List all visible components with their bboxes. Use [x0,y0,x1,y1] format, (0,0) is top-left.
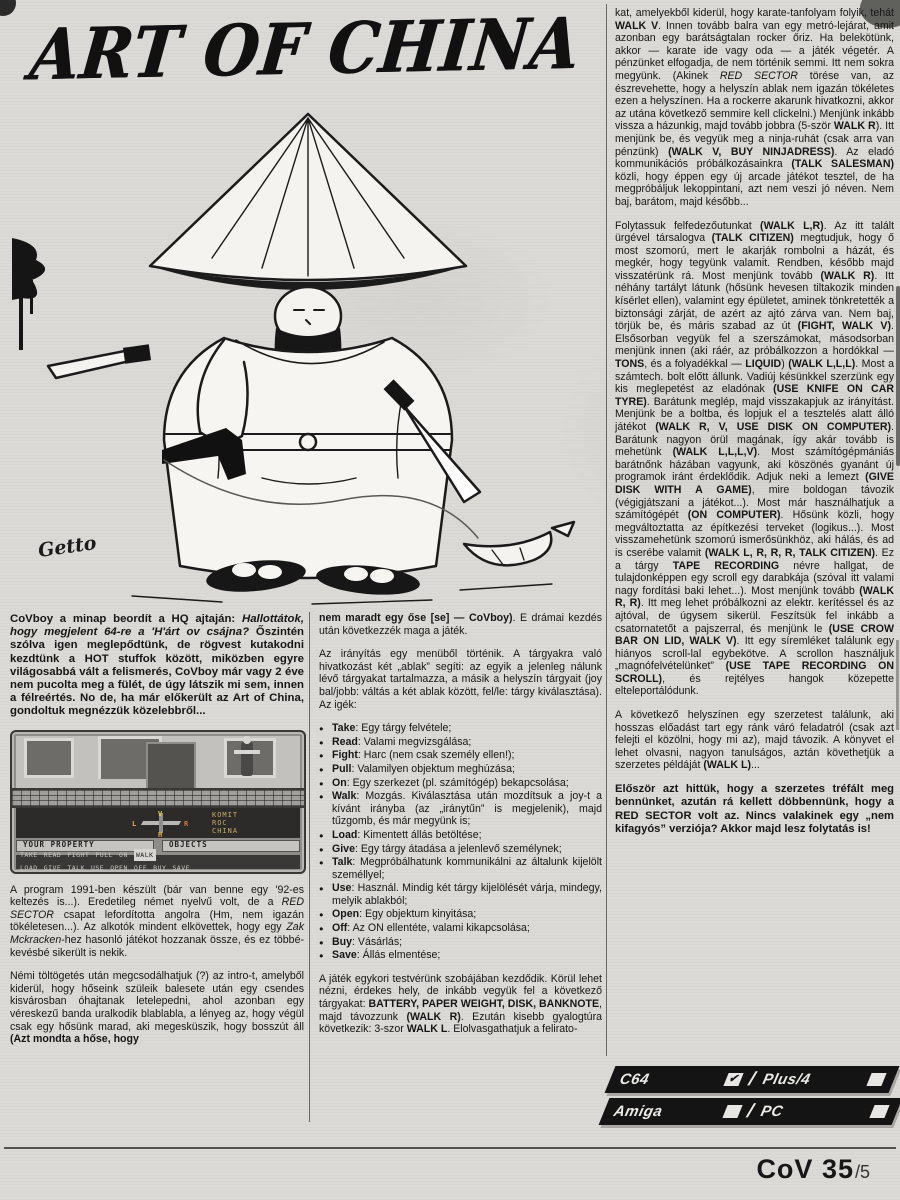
platform-checkbox: ✔ [724,1073,744,1086]
menu-verb: READ [43,850,62,859]
bullet-icon: ● [319,924,324,934]
scan-edge-artifact [896,640,899,730]
paragraph: A következő helyszínen egy szerzetest találunk, aki hosszas előadást tart egy ránk váró feladatról (csak azt felejti el közölni, hogy mi az), majd távozik. A könyvet el lehet olvasni, nagyon tanulságos, aztán követhetjük a szerzetes példáját (WALK L)... [615,709,894,772]
verb-item: ● Load: Kimentett állás betöltése; [319,828,482,841]
verb-desc: Az ON ellentéte, valami kikapcsolása; [352,922,530,935]
ink-splatter [12,238,45,300]
verb-item: ● Give: Egy tárgy átadása a jelenlevő személynek; [319,842,562,855]
verb-term: Pull [332,762,352,775]
compass-right-label: R [184,819,189,828]
menu-verb: SAVE [172,864,191,873]
verb-desc: Használ. Mindig két tárgy kijelölését várja, mindegy, melyik ablakból; [332,882,603,907]
verb-item: ● Open: Egy objektum kinyitása; [319,908,477,921]
paragraph: CoVboy a minap beordít a HQ ajtaján: Hallottátok, hogy megjelent 64-re a 'H'árt ov csájna? Őszintén szólva igen meglepődtünk, de rögvest kutakodni kezdtünk a HOT stuffok között, miközben egyre világosabbá vált a felismerés, CoVboy már vagy 2 éve nem pucolta meg a fülét, de úgy látszik mi sem, innen a félreértés. No de, ha már előkerült az Art of China, gondoltuk megnézzük közelebbről... [10,613,304,718]
illustration-area [12,98,604,610]
scan-edge-artifact [896,286,900,466]
middle-column-bottom [319,973,602,1036]
menu-verb: OFF [133,864,148,873]
tiled-awning-graphic [12,788,304,808]
window-graphic [24,738,74,778]
bullet-icon: ● [319,937,324,947]
verb-desc: Mozgás. Kiválasztása után mozdítsuk a joy-t a kívánt irányba (az „iránytűn” is megjelenik), majd tűzgomb, és már megyünk is; [332,790,602,828]
door-graphic [146,742,196,792]
middle-column-top [319,612,602,711]
bullet-icon: ● [319,951,324,961]
platform-row [605,1066,900,1093]
bullet-icon: ● [319,858,324,868]
bullet-icon: ● [319,737,324,747]
compass-left-label: L [132,819,137,828]
compass-up-label: V [158,809,163,818]
verb-term: Save [332,949,357,962]
direction-compass [132,809,189,839]
verb-menu-row [20,849,296,862]
martial-artist-illustration [12,98,604,610]
verb-term: Take [332,722,356,735]
screenshot-dark-panel [16,808,300,838]
bullet-icon: ● [319,910,324,920]
left-column-text [10,884,304,1046]
platform-name: C64 [618,1071,651,1088]
bullet-icon: ● [319,830,324,840]
right-column [615,7,894,1061]
verb-term: On [332,776,347,789]
verb-desc: Állás elmentése; [362,949,441,962]
verb-item: ● Walk: Mozgás. Kiválasztása után mozdítsuk a joy-t a kívánt irányba (az „iránytűn” is megjelenik), majd tűzgomb, és már megyünk is; [319,790,602,828]
platform-badge [610,1066,894,1130]
verb-item: ● Talk: Megpróbálhatunk kommunikálni az általunk kijelölt személlyel; [319,856,602,881]
paragraph: nem maradt egy őse [se] — CoVboy). E drámai kezdés után következzék maga a játék. [319,612,602,637]
column-divider [309,612,310,1122]
platform-checkbox [866,1073,886,1086]
magazine-name: CoV 35 [756,1154,854,1184]
menu-verb: WALK [134,849,156,862]
verb-item: ● Use: Használ. Mindig két tárgy kijelölését várja, mindegy, melyik ablakból; [319,882,603,907]
paragraph: Folytassuk felfedezőutunkat (WALK L,R). Az itt talált ürgével társalogva (TALK CITIZEN) megtudjuk, hogy ő most szomorú, mert le akarják rombolni a házát, és megkér, hogy tegyünk valamit. Rendben, később majd visszatérünk rá. Most menjünk tovább (WALK R). Itt néhány tartályt látunk (hősünk hevesen tiltakozik minden kísérlet ellen), valamint egy épületet, aminek tönkretették a biztonsági zárját, de azért az ajtó zárva van. Nem baj, törjük be, és máris szabad az út (FIGHT, WALK V). Elsősorban vegyük fel a szerszámokat, másodsorban menjünk innen (aki ráér, az próbálkozzon a hordókkal — TONS, és a folyadékkal — LIQUID) (WALK L,L,L). Most a számtech. bolt előtt állunk. Vadiúj késünkkel szerzünk egy kis meglepetést az eladónak (USE KNIFE ON CAR TYRE). Barátunk meglép, majd visszakapjuk az irányítást. Menjünk be a boltba, és lopjuk el a tesztelés alatt álló játékot (WALK R, V, USE DISK ON COMPUTER). Barátunk nagyon örül magának, így akár tovább is mehetünk (WALK L,L,L,V). Most számítógépmániás barátnőnk házában vagyunk, aki köszönés gyanánt új programok iránt érdeklődik. Adjuk neki a lemezt (GIVE DISK WITH A GAME), mire boldogan távozik (végigjátszani a játékot...). Most már használhatjuk a számítógépét (ON COMPUTER). Hősünk közli, hogy megváltoztatta az építkezési terveket (logikus...). Most visszamehetünk szomorú ismerősünkhöz, aki hálás, és ad is cserébe valamit (WALK L, R, R, R, TALK CITIZEN). Ez a tárgy TAPE RECORDING névre hallgat, de tulajdonképpen egy scroll egy darabkája (szóval itt valami nagy fordítási baki lehet...). Most menjünk tovább (WALK R, R). Itt meg lehet próbálkozni az elektr. kerítéssel és az ajtóval, de úgysem sikerül. Feszítsük fel inkább a csatornatetőt a pajszerral, és menjünk le (USE CROW BAR ON LID, WALK V). Itt egy síremléket találunk egy hiányos scroll-lal egybekötve. A scrollon használjuk „magnófelvételünket” (USE TAPE RECORDING ON SCROLL), és rejtélyes hangok közepette elteleportálódunk. [615,219,895,698]
verb-desc: Egy szerkezet (pl. számítógép) bekapcsolása; [352,776,569,789]
platform-checkbox [722,1105,742,1118]
verb-item: ● Off: Az ON ellentéte, valami kikapcsolása; [319,922,530,935]
bullet-icon: ● [319,778,324,788]
verb-term: Read [332,735,358,748]
page-footer [756,1154,870,1185]
bullet-icon: ● [319,844,324,854]
menu-verb: ON [119,850,128,859]
verb-desc: Vásárlás; [357,935,403,948]
verb-item: ● Buy: Vásárlás; [319,935,403,948]
menu-verb: LOAD [20,864,38,873]
paragraph: Először azt hittük, hogy a szerzetes tréfált meg bennünket, azután rá kellett döbbennünk, hogy a RED SECTOR volt az. Nincs valakinek egy „nem kifagyós” verziója? Akkor majd lesz folytatás is! [615,783,894,836]
verb-menu [16,850,300,873]
left-column [10,613,304,1057]
verb-item: ● Save: Állás elmentése; [319,949,441,962]
slash-divider: / [745,1068,760,1090]
bullet-icon: ● [319,792,324,802]
verb-term: Use [332,882,352,895]
menu-verb: TAKE [20,850,38,859]
objects-bar: OBJECTS [162,840,300,852]
verb-desc: Harc (nem csak személy ellen!); [363,749,515,762]
verb-term: Fight [332,749,358,762]
panel-pixel-text: KOMIT ROC CHINA [212,810,239,835]
footer-rule [4,1147,896,1149]
bullet-icon: ● [319,724,324,734]
platform-row [599,1098,900,1125]
verb-term: Walk [332,790,357,803]
compass-down-label: H [158,830,163,839]
verb-term: Talk [332,856,353,869]
menu-verb: FIGHT [67,850,90,859]
verb-term: Buy [332,935,353,948]
screenshot-scene [16,736,300,788]
platform-name: Plus/4 [760,1071,812,1088]
menu-verb: USE [90,864,105,873]
menu-verb: TALK [67,864,85,873]
artist-signature: Getto [36,532,98,562]
menu-verb: GIVE [43,864,62,873]
page-number: /5 [854,1162,870,1182]
verb-item: ● Take: Egy tárgy felvétele; [319,722,452,735]
verb-item: ● Read: Valami megvizsgálása; [319,735,472,748]
verb-item: ● On: Egy szerkezet (pl. számítógép) bekapcsolása; [319,776,569,789]
property-bar: YOUR PROPERTY [16,840,154,852]
slash-divider: / [743,1100,758,1122]
menu-verb: BUY [153,864,167,873]
platform-name: PC [759,1103,785,1120]
verb-term: Load [332,828,358,841]
platform-name: Amiga [612,1103,665,1120]
verb-desc: Egy objektum kinyitása; [364,908,477,921]
verb-desc: Valamilyen objektum meghúzása; [357,762,515,775]
verb-item: ● Fight: Harc (nem csak személy ellen!); [319,749,515,762]
knife [48,350,134,378]
verb-item: ● Pull: Valamilyen objektum meghúzása; [319,762,515,775]
verb-desc: Kimentett állás betöltése; [363,828,482,841]
outro-paragraph [615,783,894,837]
paragraph: A játék egykori testvérünk szobájában kezdődik. Körül lehet nézni, érdekes hely, de inkább vegyük fel a következő tárgyakat: BATTERY, PAPER WEIGHT, DISK, BANKNOTE, majd távozzunk (WALK R). Ezután kisebb gyalogtúra következik: 3-szor WALK L. Elolvasgathatjuk a felirato- [319,972,602,1036]
column-divider [606,4,607,1056]
paragraph: A program 1991-ben készült (bár van benne egy '92-es keltezés is...). Eredetileg német nyelvű volt, de a RED SECTOR csapat lefordította angolra (Hm, nem igazán tökéletesen...). Az alkotók mindent elkövettek, hogy egy Zak Mckracken-hez hasonló játékot hozzanak össze, és ez többé-kevésbé sikerült is nekik. [10,883,304,959]
masthead [6,0,604,98]
character-sprite [241,742,253,776]
menu-verb: PULL [95,850,114,859]
game-screenshot [10,730,306,874]
verb-term: Off [332,922,348,935]
menu-verb: OPEN [110,864,128,873]
page-title: ART OF CHINA [26,1,584,97]
bullet-icon: ● [319,764,324,774]
verb-term: Give [332,842,355,855]
verb-desc: Egy tárgy átadása a jelenlevő személynek; [360,842,562,855]
lead-paragraph [10,613,304,719]
paragraph: Az irányítás egy menüből történik. A tárgyakra való hivatkozást két „ablak” segíti: az egyik a jelenleg nálunk lévő tárgyakat tartalmazza, a másik a helyszín tárgyait (joy bal/jobb: váltás a két ablak között, fel/le: tárgy kiválasztása). Az igék: [319,648,602,711]
verb-desc: Valami megvizsgálása; [363,735,472,748]
platform-checkbox [869,1105,889,1118]
bullet-icon: ● [319,751,324,761]
verb-term: Open [332,908,360,921]
verb-desc: Megpróbálhatunk kommunikálni az általunk kijelölt személlyel; [332,856,602,881]
bullet-icon: ● [319,884,324,894]
middle-column [319,612,602,1047]
paragraph: Némi töltögetés után megcsodálhatjuk (?) az intro-t, amelyből kiderül, hogy hőseink szüleik balesete után egy csendes kisvárosban óhajtanak letelepedni, ahol azonban egy véreskezű banda uralkodik blablabla, a lényeg az, hogy végül csak egy hősünk marad, aki megesküszik, hogy bosszút áll (Azt mondta a hőse, hogy [10,970,304,1046]
verb-list [319,722,602,962]
verb-menu-row [20,862,296,874]
paragraph: kat, amelyekből kiderül, hogy karate-tanfolyam folyik, tehát WALK V. Innen tovább balra van egy metró-lejárat, amit azonban egy barátságtalan rocker őriz. Ha belekötünk, akkor — karate ide vagy oda — a játék végetér. A pénzünket elfogadja, de nem történik semmi. Itt nem sokra megyünk. (Akinek RED SECTOR törése van, az észrevehette, hogy a helyszín ablak nem igazán tökéletes ezen a helyszínen. Ha a rockerre akarunk hivatkozni, akkor az utána következő semmire kell clickelni.) Menjünk inkább vissza a házunkig, majd tovább jobbra (5-ször WALK R). Itt menjünk be, és vegyük meg a ninja-ruhát (csak arra van pénzünk) (WALK V, BUY NINJADRESS). Az eladó kommunikációs próbálkozásainkra (TALK SALESMAN) közli, hogy éppen egy új arcade játékot tesztel, de ha megpróbáljuk lekoppintani, azt nem veszi jó néven. Nem baj, barátom, majd később... [615,7,895,208]
right-column-text [615,7,894,772]
verb-desc: Egy tárgy felvétele; [361,722,452,735]
